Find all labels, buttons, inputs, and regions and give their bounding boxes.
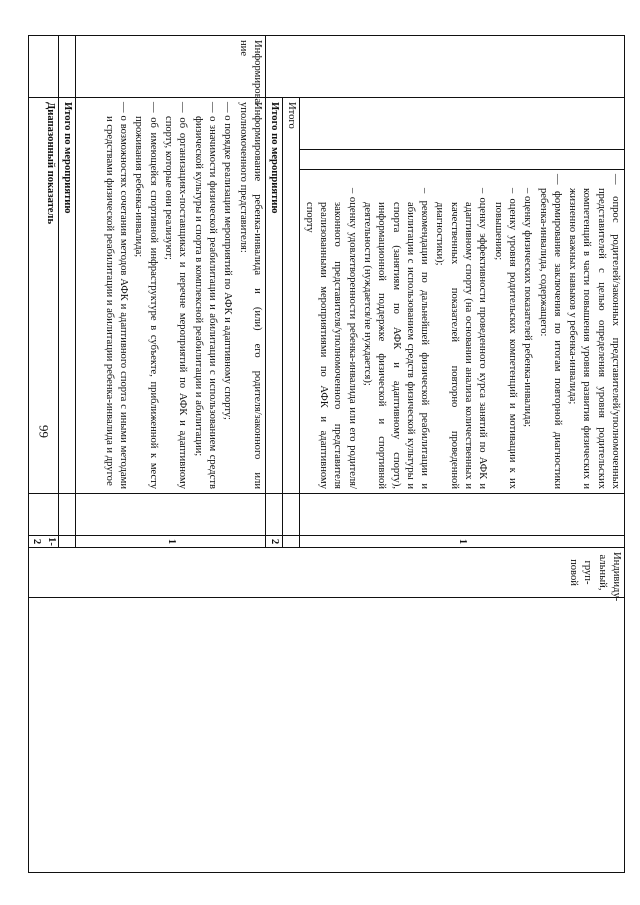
spacer-cell	[28, 494, 58, 536]
list-item: – оценку физических показателей ребенка-инвалида;	[522, 188, 534, 428]
list-item: — об организациях-поставщиках и перечне мероприятий по АФК и адаптивному спорту, которые они реализуют;	[163, 102, 189, 489]
diapazon-value: 1-2	[28, 536, 58, 548]
intro-text: Информирование ребенка-инвалида и (или) его родителя/законного или уполномоченного представителя:	[237, 102, 263, 489]
spacer-cell	[75, 494, 265, 536]
itogo-label: Итого	[283, 98, 300, 494]
measures-table	[28, 35, 625, 873]
service-name-cell: Информирова-ние	[75, 36, 265, 98]
spacer-cell	[300, 150, 625, 170]
table-row	[300, 36, 625, 873]
spacer-cell	[58, 536, 75, 548]
list-item: — о значимости физической реабилитации и абилитации с использованием средств физической культуры и спорта в комплексной реабилитации и абилитации;	[192, 102, 218, 489]
list-item: – рекомендации по дальнейшей физической реабилитации и абилитации с использованием средств физической культуры и спорта (занятиям по АФК и адаптивному спорту), информационной поддержке физической и спортивной деятельности (нуждается/не нуждается);	[361, 188, 431, 489]
list-item: — о возможностях сочетания методов АФК и адаптивного спорта с иными методами и средствами физической реабилитации и абилитации ребенка-инвалида и другое	[103, 102, 130, 489]
spacer-cell	[265, 494, 282, 536]
list-item: — опрос родителей/законных представителей/уполномоченных представителей с целью определения уровня родительских компетенций в части повышения уровня развития физических и жизненно важных навыков у ребенка-инвалида;	[567, 174, 621, 489]
content-cell	[75, 98, 265, 494]
spacer-cell	[300, 98, 625, 150]
list-item: – оценку уровня родительских компетенций и мотивации к их повышению;	[492, 188, 518, 489]
spacer-cell	[58, 494, 75, 536]
spacer-cell	[283, 494, 300, 536]
list-item: — о порядке реализации мероприятий по АФК и адаптивному спорту;	[222, 102, 234, 420]
value-cell: 1	[75, 536, 265, 548]
spacer-cell	[28, 598, 624, 873]
list-item: — об имеющейся спортивной инфраструктуре в субъекте, приближенной к месту проживания ребенка-инвалида;	[133, 102, 159, 489]
diapazon-label: Диапазонный показатель	[28, 98, 58, 494]
spacer-cell	[283, 536, 300, 548]
page-number: 66	[36, 425, 51, 438]
spacer-cell	[265, 36, 624, 98]
list-item: – оценку удовлетворенности ребенка-инвалида или его родителя/законного представителя/уполномоченного представителя реализованными мероприятиями по АФК и адаптивному спорту	[303, 188, 358, 489]
itogo-meropr-value: 2	[265, 536, 282, 548]
value-cell: 1	[300, 536, 625, 548]
itogo-meropr-label: Итого по мероприятию	[58, 98, 75, 494]
itogo-meropr-label: Итого по мероприятию	[265, 98, 282, 494]
list-item: — формирование заключения по итогам повторной диагностики ребенка-инвалида, содержащего:	[537, 174, 563, 489]
spacer-cell	[28, 36, 58, 98]
spacer-cell	[300, 494, 625, 536]
form-cell: Индивиду-альный, груп-повой	[28, 548, 624, 598]
content-cell	[300, 170, 625, 494]
spacer-cell	[58, 36, 75, 98]
list-item: – оценку эффективности проведенного курса занятий по АФК и адаптивному спорту (на основании анализа количественных и качественных показателей повторно проведенной диагностики);	[434, 188, 489, 489]
